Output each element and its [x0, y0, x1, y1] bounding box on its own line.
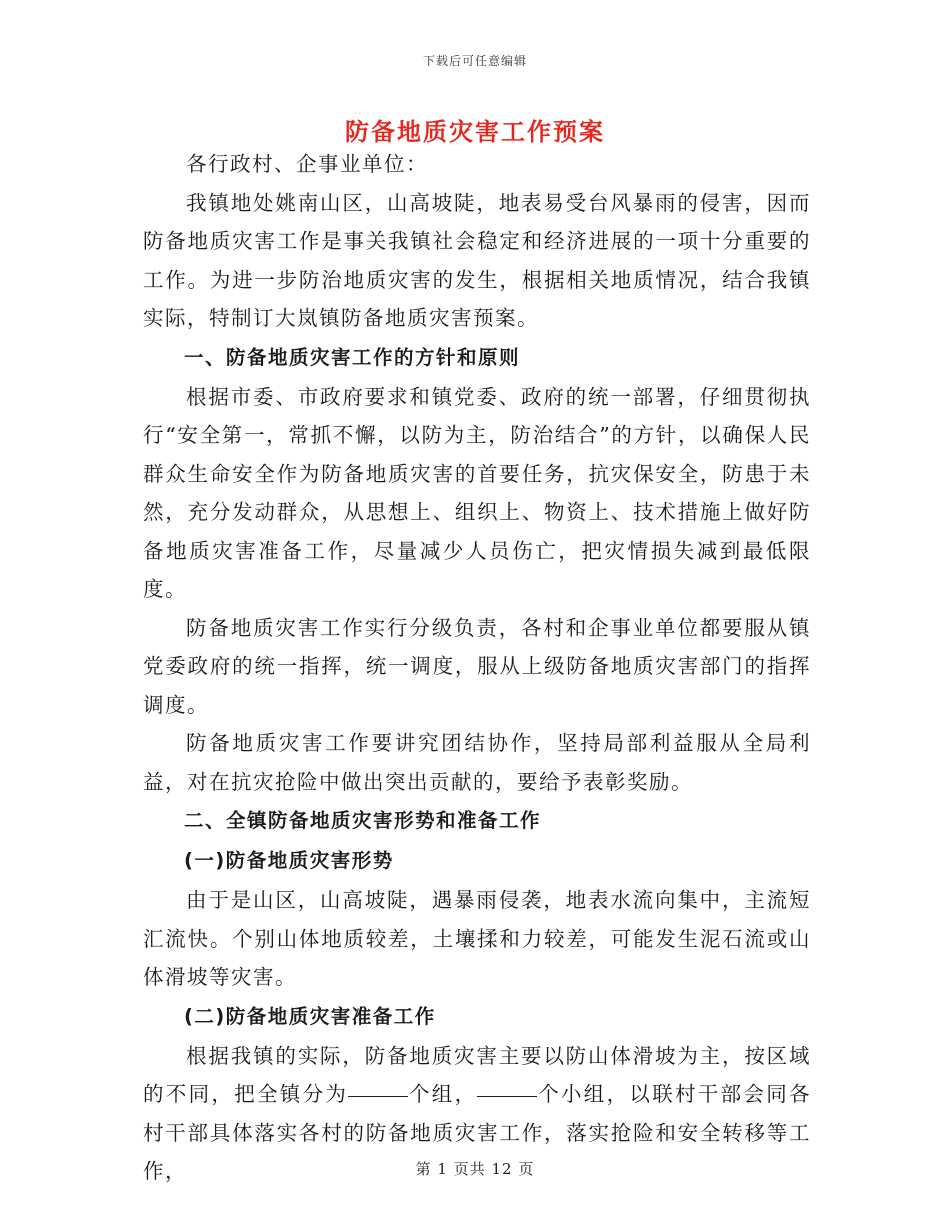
document-title: 防备地质灾害工作预案	[345, 117, 605, 146]
paragraph-principles: 根据市委、市政府要求和镇党委、政府的统一部署，仔细贯彻执行“安全第一，常抓不懈，以防为主，防治结合”的方针，以确保人民群众生命安全作为防备地质灾害的首要任务，抗灾保安全，防患于未然，充分发动群众，从思想上、组织上、物资上、技术措施上做好防备地质灾害准备工作，尽量减少人员伤亡，把灾情损失减到最低限度。	[143, 384, 811, 601]
fill-in-blank-subgroups	[477, 1095, 537, 1097]
paragraph-situation: 由于是山区，山高坡陡，遇暴雨侵袭，地表水流向集中，主流短汇流快。个别山体地质较差，土壤揉和力较差，可能发生泥石流或山体滑坡等灾害。	[143, 888, 811, 989]
paragraph-preparation-part-b: 个组，	[408, 1082, 478, 1106]
document-body	[143, 145, 811, 1191]
header-note: 下载后可任意编辑	[422, 54, 527, 68]
paragraph-cooperation: 防备地质灾害工作要讲究团结协作，坚持局部利益服从全局利益，对在抗灾抢险中做出突出贡献的，要给予表彰奖励。	[143, 731, 811, 794]
section-heading-2: 二、全镇防备地质灾害形势和准备工作	[183, 809, 541, 832]
section-heading-1: 一、防备地质灾害工作的方针和原则	[183, 345, 520, 369]
subsection-heading-preparation: (二)防备地质灾害准备工作	[183, 1004, 436, 1028]
subsection-heading-situation: (一)防备地质灾害形势	[183, 849, 394, 872]
fill-in-blank-groups	[348, 1095, 408, 1097]
page-footer: 第 1 页共 12 页	[415, 1160, 535, 1178]
paragraph-preparation-part-a: 根据我镇的实际，防备地质灾害主要以防山体滑坡为主，按区域的不同，把全镇分为	[143, 1043, 811, 1106]
salutation: 各行政村、企事业单位：	[186, 152, 429, 176]
paragraph-responsibility: 防备地质灾害工作实行分级负责，各村和企事业单位都要服从镇党委政府的统一指挥，统一调度，服从上级防备地质灾害部门的指挥调度。	[143, 615, 811, 717]
paragraph-preparation-part-c: 个小组，以联村干部会同各村干部具体落实各村的防备地质灾害工作，落实抢险和安全转移等工作，	[143, 1082, 812, 1183]
paragraph-intro: 我镇地处姚南山区，山高坡陡，地表易受台风暴雨的侵害，因而防备地质灾害工作是事关我镇社会稳定和经济进展的一项十分重要的工作。为进一步防治地质灾害的发生，根据相关地质情况，结合我镇实际，特制订大岚镇防备地质灾害预案。	[143, 190, 811, 330]
